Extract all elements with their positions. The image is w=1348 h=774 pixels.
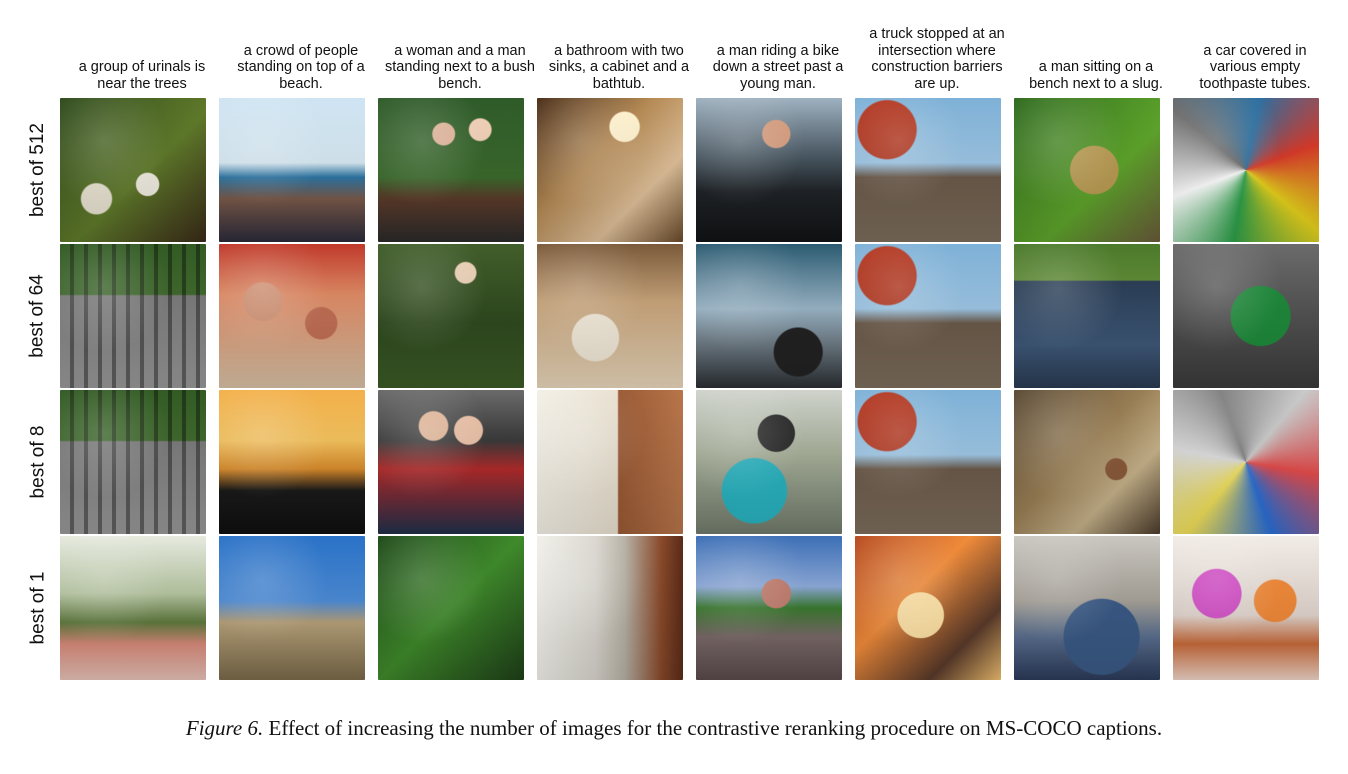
figure-caption-text: Effect of increasing the number of images for the contrastive reranking procedure on MS-COCO captions. <box>268 716 1163 740</box>
row-label: best of 64 <box>27 274 49 358</box>
column-captions <box>52 8 1342 92</box>
generated-image-beach-crowd-512 <box>219 98 365 242</box>
generated-image-bathroom-512 <box>537 98 683 242</box>
generated-image-couple-bench-64 <box>378 244 524 388</box>
generated-image-truck-intersection-512 <box>855 98 1001 242</box>
generated-image-slug-bench-1 <box>1014 536 1160 680</box>
row-label: best of 1 <box>27 571 49 645</box>
generated-image-beach-crowd-8 <box>219 390 365 534</box>
generated-image-toothpaste-car-64 <box>1173 244 1319 388</box>
generated-image-truck-intersection-64 <box>855 244 1001 388</box>
generated-image-bike-rider-512 <box>696 98 842 242</box>
generated-image-bike-rider-64 <box>696 244 842 388</box>
generated-image-toothpaste-car-1 <box>1173 536 1319 680</box>
generated-image-couple-bench-8 <box>378 390 524 534</box>
generated-image-couple-bench-1 <box>378 536 524 680</box>
generated-image-beach-crowd-64 <box>219 244 365 388</box>
generated-image-bike-rider-1 <box>696 536 842 680</box>
column-caption: a crowd of people standing on top of a beach. <box>237 42 365 92</box>
generated-image-slug-bench-512 <box>1014 98 1160 242</box>
column-caption: a car covered in various empty toothpaste tubes. <box>1199 42 1311 92</box>
figure-caption-label: Figure 6. <box>185 716 264 740</box>
generated-image-couple-bench-512 <box>378 98 524 242</box>
generated-image-urinals-512 <box>60 98 206 242</box>
generated-image-urinals-8 <box>60 390 206 534</box>
generated-image-toothpaste-car-512 <box>1173 98 1319 242</box>
row-label: best of 8 <box>27 425 49 499</box>
column-caption: a man riding a bike down a street past a young man. <box>712 42 844 92</box>
generated-image-bathroom-1 <box>537 536 683 680</box>
column-caption: a truck stopped at an intersection where construction barriers are up. <box>869 26 1005 92</box>
generated-image-bathroom-8 <box>537 390 683 534</box>
figure-caption <box>0 716 1348 741</box>
generated-image-truck-intersection-1 <box>855 536 1001 680</box>
column-caption: a bathroom with two sinks, a cabinet and a bathtub. <box>548 42 690 92</box>
generated-image-urinals-64 <box>60 244 206 388</box>
row-label: best of 512 <box>27 122 48 218</box>
generated-image-urinals-1 <box>60 536 206 680</box>
column-caption: a woman and a man standing next to a bush bench. <box>385 42 535 92</box>
generated-image-bike-rider-8 <box>696 390 842 534</box>
generated-image-truck-intersection-8 <box>855 390 1001 534</box>
generated-image-bathroom-64 <box>537 244 683 388</box>
generated-image-beach-crowd-1 <box>219 536 365 680</box>
generated-image-slug-bench-8 <box>1014 390 1160 534</box>
column-caption: a group of urinals is near the trees <box>78 59 206 92</box>
generated-image-slug-bench-64 <box>1014 244 1160 388</box>
generated-image-toothpaste-car-8 <box>1173 390 1319 534</box>
column-caption: a man sitting on a bench next to a slug. <box>1029 59 1163 92</box>
